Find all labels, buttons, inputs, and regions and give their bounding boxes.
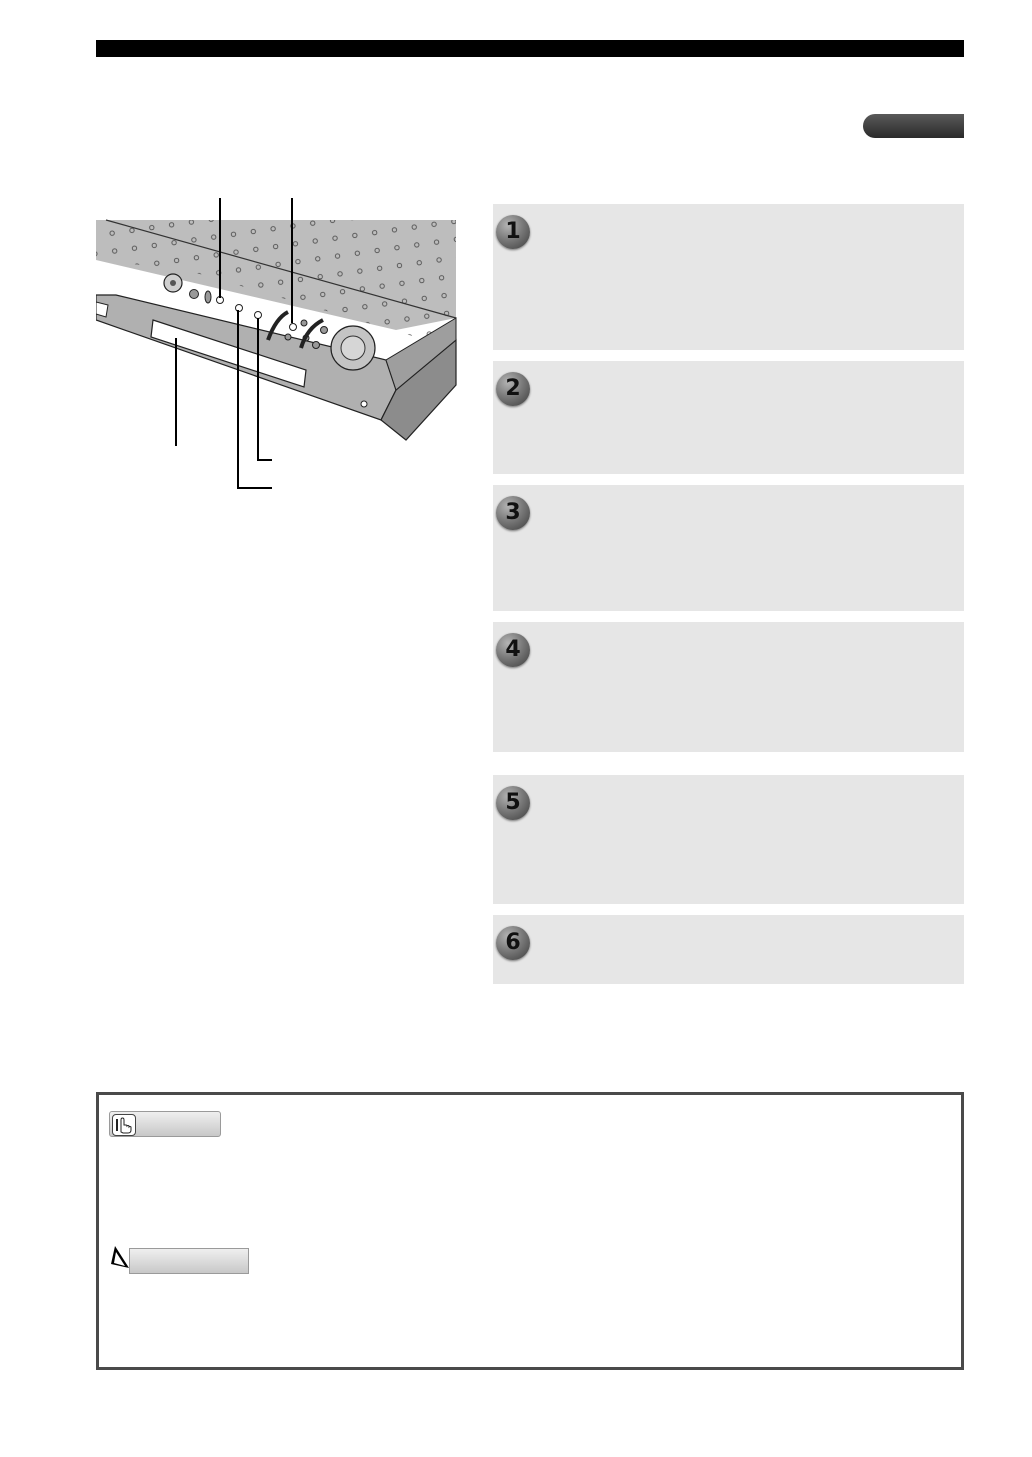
step-number-2: 2 [496,372,530,406]
language-tab [863,114,964,138]
step-6 [493,915,964,984]
step-3 [493,485,964,611]
notes-panel [96,1092,964,1370]
step-number-1: 1 [496,215,530,249]
step-number-4: 4 [496,633,530,667]
note-label [109,1111,221,1137]
step-5 [493,775,964,904]
device-front-panel-illustration [96,190,466,500]
step-number-5: 5 [496,786,530,820]
pointing-hand-icon [112,1114,136,1136]
indicator-light-3 [255,312,262,319]
hint-label [129,1248,249,1274]
step-number-3: 3 [496,496,530,530]
step-number-6: 6 [496,926,530,960]
step-2 [493,361,964,474]
header-rule [96,40,964,57]
indicator-light-4 [290,324,297,331]
step-1 [493,204,964,350]
step-4 [493,622,964,752]
